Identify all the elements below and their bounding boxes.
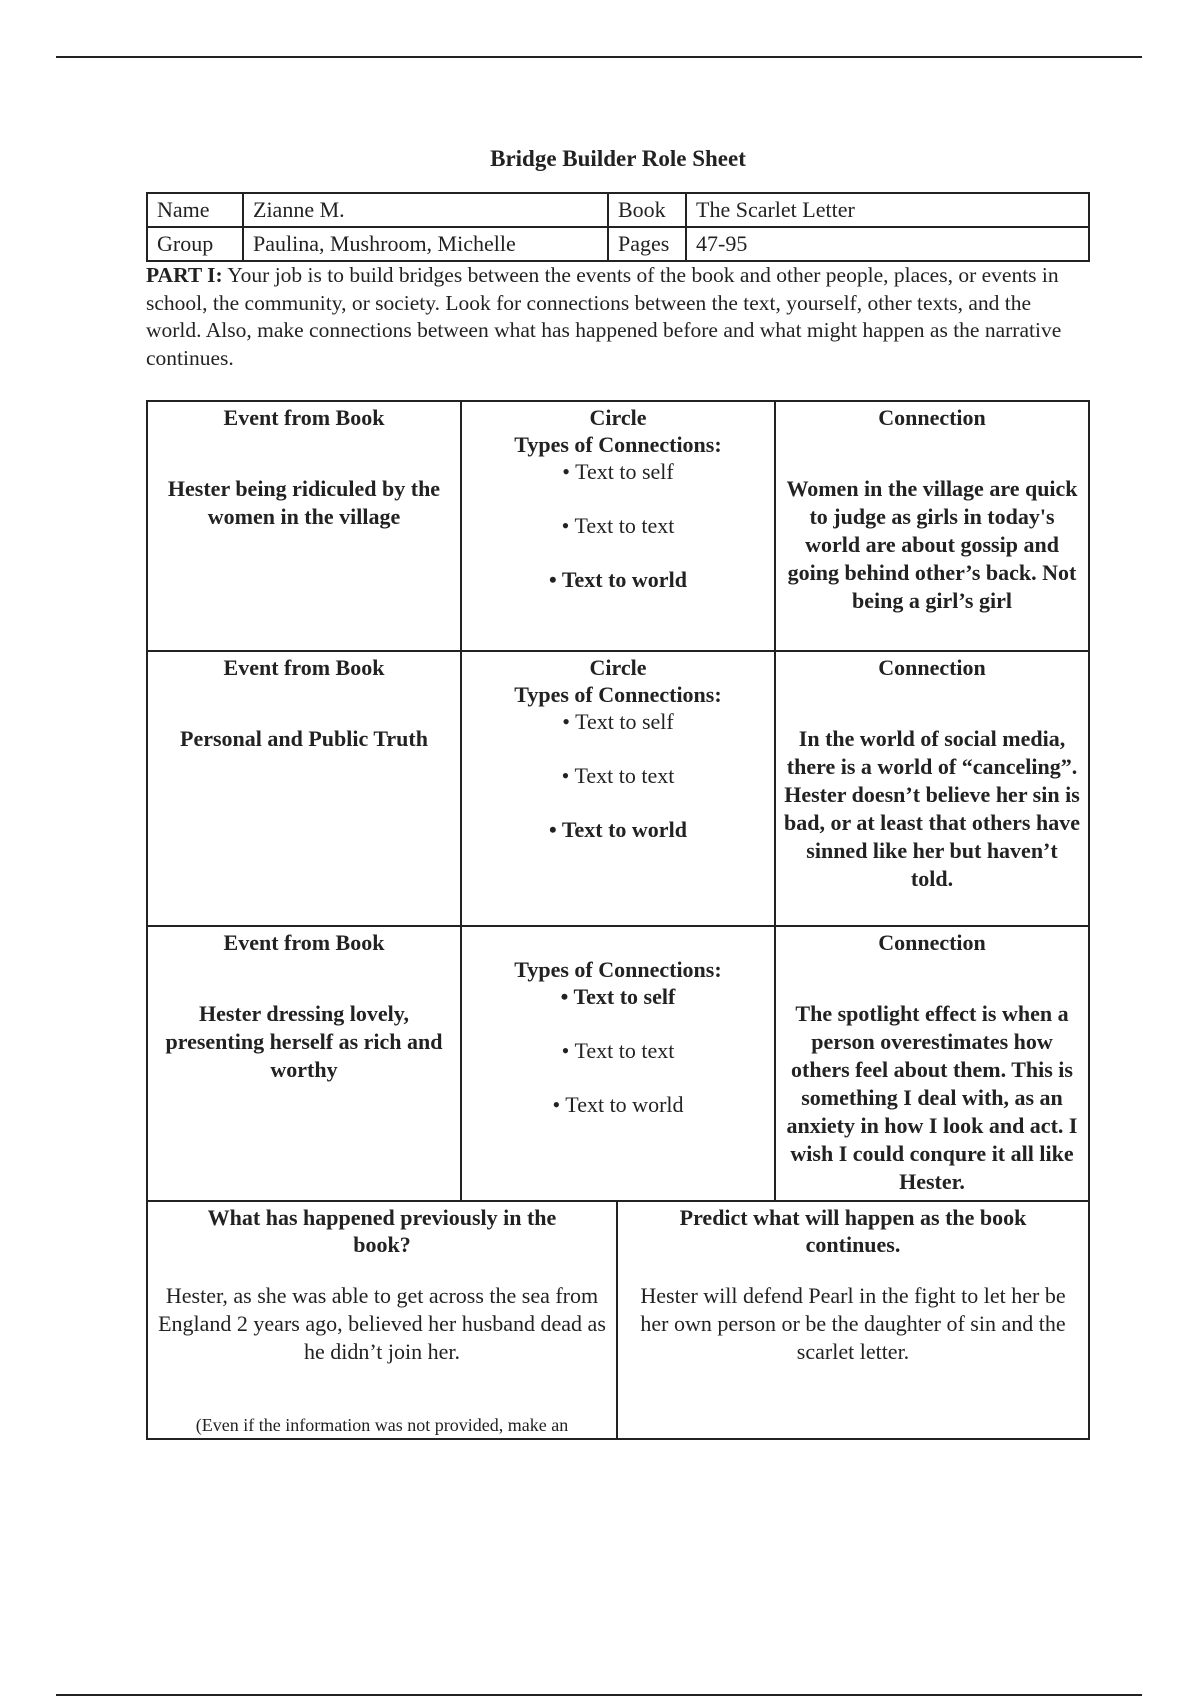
previous-header: What has happened previously in the book? <box>207 1205 557 1257</box>
types-cell <box>462 927 776 1200</box>
connection-text: The spotlight effect is when a person overestimates how others feel about them. This is something I deal with, as an anxiety in how I look and act. I wish I could conqure it all like Hester. <box>786 1001 1078 1194</box>
connection-cell <box>776 402 1088 650</box>
types-header: Types of Connections: <box>514 682 722 707</box>
circle-header: Circle <box>589 655 647 680</box>
book-label: Book <box>608 193 686 227</box>
previous-note: (Even if the information was not provided, make an <box>195 1415 569 1435</box>
part1-label: PART I: <box>146 263 223 287</box>
event-text: Hester dressing lovely, presenting herself as rich and worthy <box>165 1001 443 1082</box>
top-rule <box>56 56 1142 58</box>
connection-row <box>148 402 1088 652</box>
connection-header: Connection <box>878 655 986 680</box>
event-cell <box>148 927 462 1200</box>
name-value: Zianne M. <box>243 193 608 227</box>
previous-text: Hester, as she was able to get across the sea from England 2 years ago, believed her husband dead as he didn’t join her. <box>158 1283 606 1364</box>
predict-header: Predict what will happen as the book continues. <box>679 1205 1027 1257</box>
connection-text: In the world of social media, there is a world of “canceling”. Hester doesn’t believe her sin is bad, or at least that others have sinned like her but haven’t told. <box>784 726 1080 891</box>
info-table <box>146 192 1090 262</box>
types-cell <box>462 652 776 925</box>
types-header: Types of Connections: <box>514 432 722 457</box>
option-text-to-text[interactable]: • Text to text <box>561 763 675 788</box>
connection-text: Women in the village are quick to judge as girls in today's world are about gossip and going behind other’s back. Not being a girl’s girl <box>786 476 1078 613</box>
option-text-to-world[interactable]: • Text to world <box>552 1092 684 1117</box>
connections-grid <box>146 400 1090 1440</box>
bottom-rule <box>56 1694 1142 1696</box>
connection-header: Connection <box>878 405 986 430</box>
connection-row <box>148 652 1088 927</box>
book-value: The Scarlet Letter <box>686 193 1089 227</box>
part1-instructions <box>146 262 1090 372</box>
option-text-to-world[interactable]: • Text to world <box>549 567 687 592</box>
predict-cell <box>618 1202 1088 1438</box>
event-cell <box>148 652 462 925</box>
predict-text: Hester will defend Pearl in the fight to let her be her own person or be the daughter of sin and the scarlet letter. <box>640 1283 1066 1364</box>
circle-header: Circle <box>589 405 647 430</box>
part1-text: Your job is to build bridges between the events of the book and other people, places, or events in school, the community, or society. Look for connections between the text, yourself, other texts, and the world. Also, make connections between what has happened before and what might happen as the narrative continues. <box>146 263 1062 370</box>
connection-row <box>148 927 1088 1202</box>
connection-cell <box>776 927 1088 1200</box>
page-title: Bridge Builder Role Sheet <box>490 146 746 171</box>
types-cell <box>462 402 776 650</box>
connection-cell <box>776 652 1088 925</box>
event-header: Event from Book <box>223 930 385 955</box>
event-text: Hester being ridiculed by the women in the village <box>167 476 441 529</box>
summary-row <box>148 1202 1088 1438</box>
connection-header: Connection <box>878 930 986 955</box>
option-text-to-self[interactable]: • Text to self <box>560 984 676 1009</box>
pages-label: Pages <box>608 227 686 261</box>
group-value: Paulina, Mushroom, Michelle <box>243 227 608 261</box>
event-cell <box>148 402 462 650</box>
types-header: Types of Connections: <box>514 957 722 982</box>
event-header: Event from Book <box>223 655 385 680</box>
event-header: Event from Book <box>223 405 385 430</box>
name-label: Name <box>147 193 243 227</box>
group-label: Group <box>147 227 243 261</box>
option-text-to-text[interactable]: • Text to text <box>561 1038 675 1063</box>
pages-value: 47-95 <box>686 227 1089 261</box>
option-text-to-text[interactable]: • Text to text <box>561 513 675 538</box>
event-text: Personal and Public Truth <box>180 726 428 751</box>
option-text-to-self[interactable]: • Text to self <box>562 459 674 484</box>
option-text-to-world[interactable]: • Text to world <box>549 817 687 842</box>
option-text-to-self[interactable]: • Text to self <box>562 709 674 734</box>
previous-cell <box>148 1202 618 1438</box>
